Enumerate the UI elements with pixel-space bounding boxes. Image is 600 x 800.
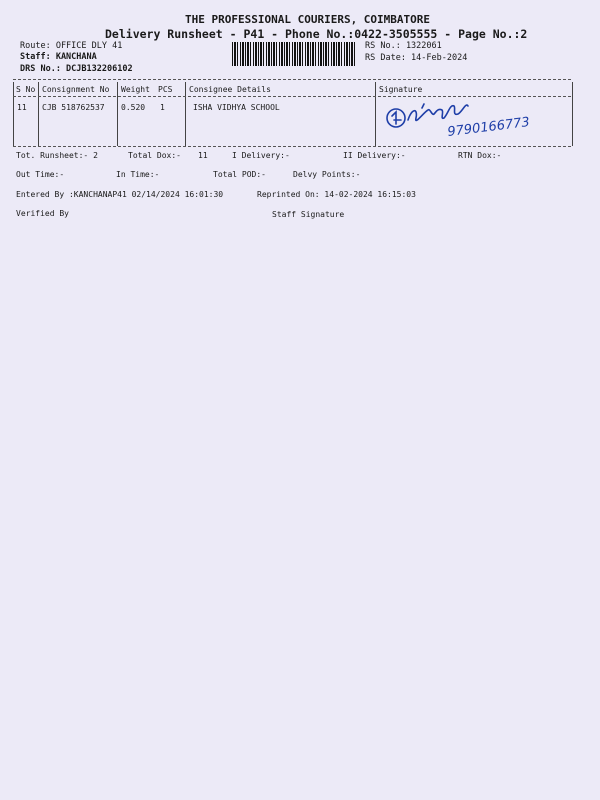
total-dox-label: Total Dox:-	[128, 151, 181, 160]
rtn-dox: RTN Dox:-	[458, 151, 502, 160]
col-header-sno: S No	[16, 85, 36, 94]
reprinted-on: Reprinted On: 14-02-2024 16:15:03	[257, 190, 416, 199]
total-dox-value: 11	[198, 151, 208, 160]
row-weight: 0.520	[121, 103, 146, 112]
rs-date: RS Date: 14-Feb-2024	[365, 53, 468, 63]
row-sno: 11	[17, 103, 27, 112]
entered-by: Entered By :KANCHANAP41 02/14/2024 16:01:30	[16, 190, 224, 199]
row-consignment: CJB 518762537	[42, 103, 105, 112]
col-header-consignment: Consignment No	[42, 85, 110, 94]
drs-label: DRS No.: DCJB132206102	[20, 64, 133, 74]
staff-signature: Staff Signature	[272, 210, 345, 219]
col-divider	[38, 82, 39, 146]
total-pod: Total POD:-	[213, 170, 266, 179]
col-divider	[375, 82, 376, 146]
row-consignee: ISHA VIDHYA SCHOOL	[193, 103, 280, 112]
tot-runsheet: Tot. Runsheet:- 2	[16, 151, 98, 160]
delvy-points: Delvy Points:-	[293, 170, 361, 179]
table-top-rule	[13, 79, 571, 80]
col-header-consignee: Consignee Details	[189, 85, 271, 94]
verified-by: Verified By	[16, 209, 69, 218]
staff-label: Staff: KANCHANA	[20, 52, 97, 62]
signature-phone: 9790166773	[446, 115, 531, 140]
out-time: Out Time:-	[16, 170, 65, 179]
header-rule	[13, 96, 571, 97]
route-label: Route: OFFICE DLY 41	[20, 41, 123, 51]
table-bottom-rule	[13, 146, 571, 147]
col-divider	[117, 82, 118, 146]
rs-number: RS No.: 1322061	[365, 41, 442, 51]
handwritten-signature	[378, 98, 538, 144]
col-header-signature: Signature	[379, 85, 423, 94]
ii-delivery: II Delivery:-	[343, 151, 406, 160]
runsheet-subtitle: Delivery Runsheet - P41 - Phone No.:0422-3505555 - Page No.:2	[105, 27, 528, 41]
row-pcs: 1	[160, 103, 165, 112]
barcode	[232, 42, 357, 66]
col-divider	[185, 82, 186, 146]
col-header-weight: Weight	[121, 85, 150, 94]
in-time: In Time:-	[116, 170, 160, 179]
col-header-pcs: PCS	[158, 85, 173, 94]
i-delivery: I Delivery:-	[232, 151, 290, 160]
company-title: THE PROFESSIONAL COURIERS, COIMBATORE	[185, 13, 431, 26]
